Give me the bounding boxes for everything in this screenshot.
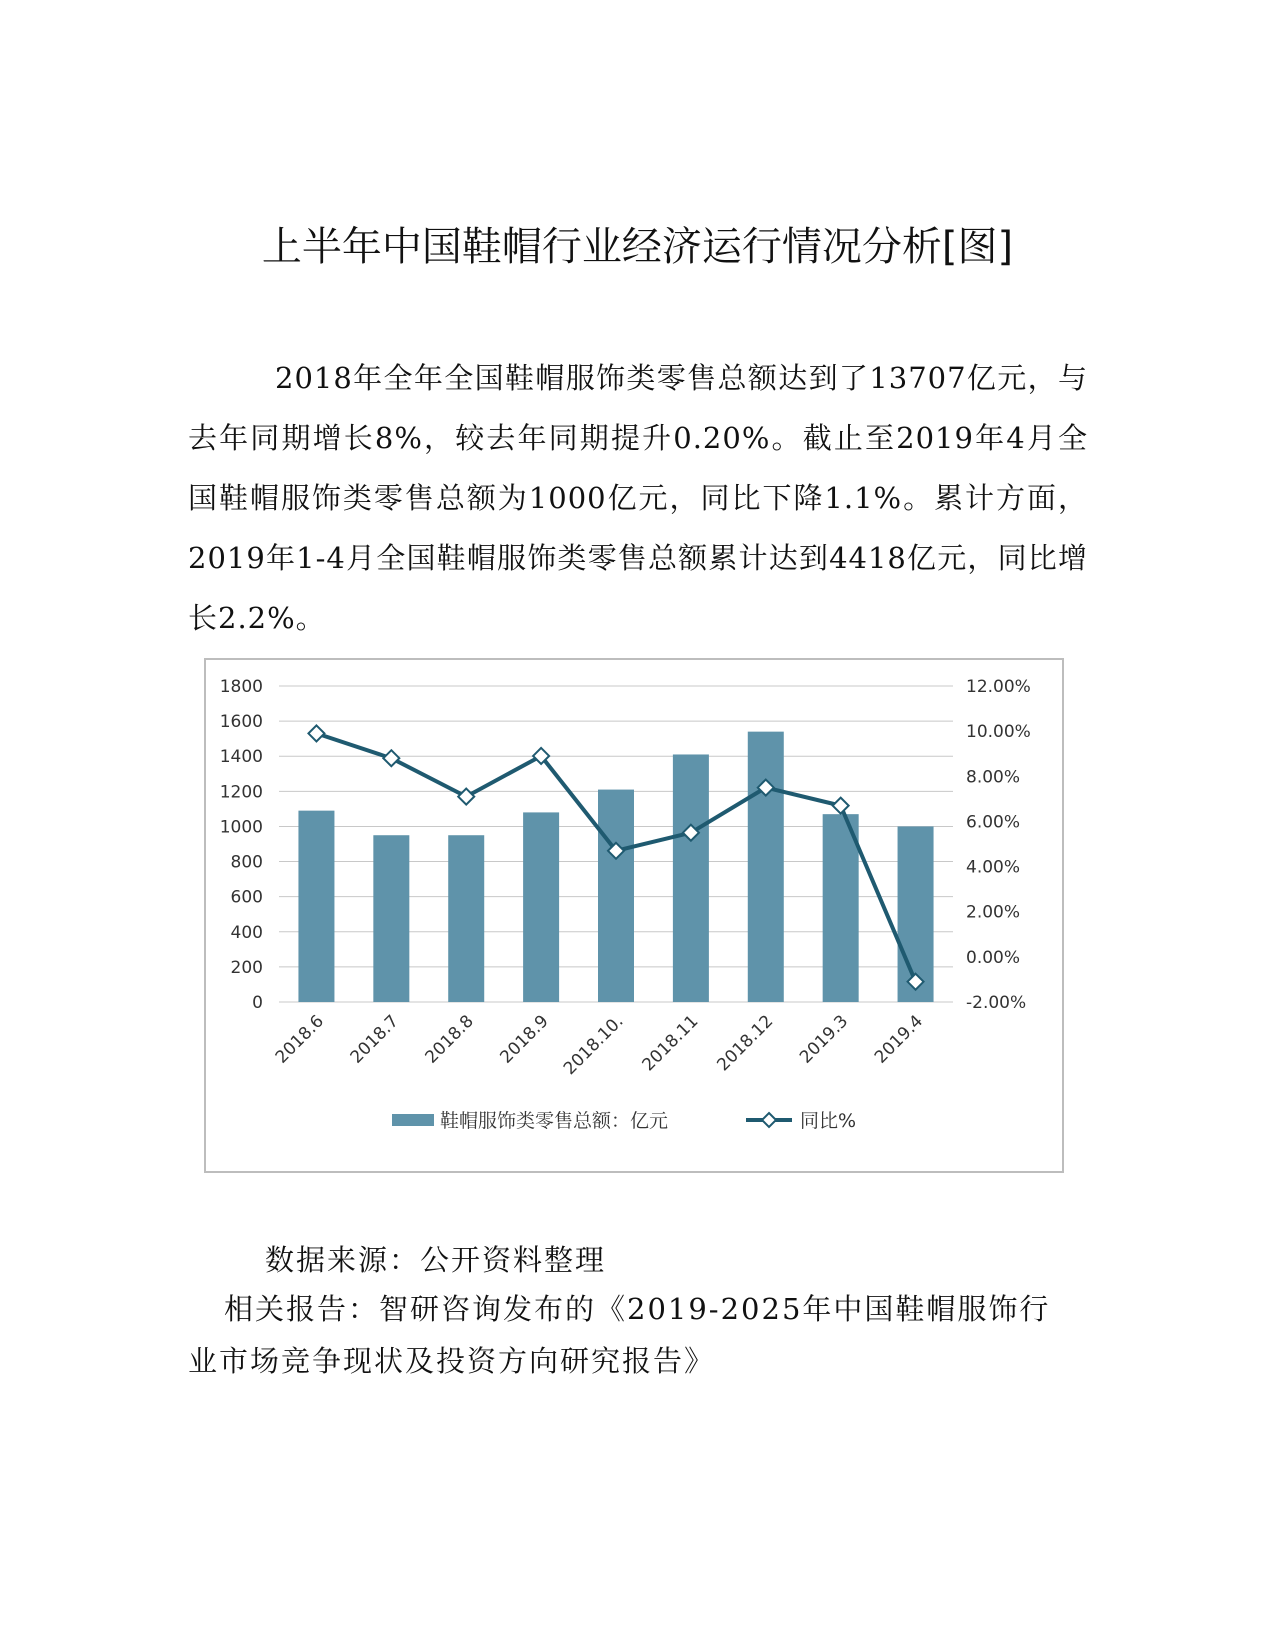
x-tick-label: 2018.8: [421, 1011, 478, 1068]
x-tick-label: 2018.6: [271, 1011, 328, 1068]
y-left-tick-label: 1000: [219, 817, 263, 838]
bar: [298, 811, 334, 1002]
chart-frame: [204, 658, 1064, 1173]
y-left-tick-label: 600: [230, 887, 263, 908]
bar: [823, 814, 859, 1002]
bar: [598, 790, 634, 1002]
x-tick-label: 2019.4: [870, 1011, 928, 1068]
y-right-tick-label: 6.00%: [966, 812, 1021, 833]
bar: [523, 812, 559, 1002]
x-tick-label: 2018.7: [346, 1011, 403, 1068]
legend-marker-line: [762, 1113, 776, 1127]
y-left-tick-label: 1800: [219, 677, 263, 697]
y-left-tick-label: 1600: [219, 712, 263, 733]
y-left-tick-label: 400: [230, 922, 263, 943]
related-report: 相关报告：智研咨询发布的《2019-2025年中国鞋帽服饰行业市场竞争现状及投资方向研究报告》: [188, 1292, 1051, 1378]
y-left-tick-label: 200: [230, 957, 263, 978]
page-title: 上半年中国鞋帽行业经济运行情况分析[图]: [261, 224, 1014, 270]
combo-chart: [206, 660, 1062, 1171]
y-left-tick-label: 0: [252, 993, 263, 1013]
x-tick-label: 2018.11: [638, 1011, 703, 1076]
y-right-tick-label: 12.00%: [966, 677, 1031, 697]
yoy-point: [383, 750, 399, 766]
x-tick-label: 2018.10.: [559, 1011, 628, 1080]
x-tick-label: 2019.3: [795, 1011, 853, 1068]
y-right-tick-label: 8.00%: [966, 767, 1021, 788]
x-tick-label: 2018.12: [713, 1011, 778, 1076]
bar: [448, 835, 484, 1002]
bar: [748, 732, 784, 1002]
y-left-tick-label: 1200: [219, 782, 263, 803]
y-left-tick-label: 800: [230, 852, 263, 873]
y-right-tick-label: 0.00%: [966, 947, 1021, 968]
bar: [373, 835, 409, 1002]
y-left-tick-label: 1400: [219, 747, 263, 768]
y-right-tick-label: 4.00%: [966, 857, 1021, 878]
y-right-tick-label: -2.00%: [966, 993, 1027, 1013]
yoy-point: [308, 725, 324, 741]
legend-label-line: 同比%: [800, 1110, 857, 1132]
intro-paragraph: 2018年全年全国鞋帽服饰类零售总额达到了13707亿元，与去年同期增长8%，较去年同期提升0.20%。截止至2019年4月全国鞋帽服饰类零售总额为1000亿元，同比下降1.1%。累计方面，2019年1-4月全国鞋帽服饰类零售总额累计达到4418亿元，同比增长2.2%。: [188, 361, 1088, 635]
legend-label-bar: 鞋帽服饰类零售总额：亿元: [440, 1110, 669, 1132]
yoy-point: [833, 798, 849, 814]
x-tick-label: 2018.9: [496, 1011, 553, 1068]
y-right-tick-label: 10.00%: [966, 722, 1031, 743]
data-source: 数据来源：公开资料整理: [265, 1243, 607, 1277]
legend-swatch-bar: [392, 1114, 434, 1126]
bar: [673, 754, 709, 1002]
y-right-tick-label: 2.00%: [966, 902, 1021, 923]
